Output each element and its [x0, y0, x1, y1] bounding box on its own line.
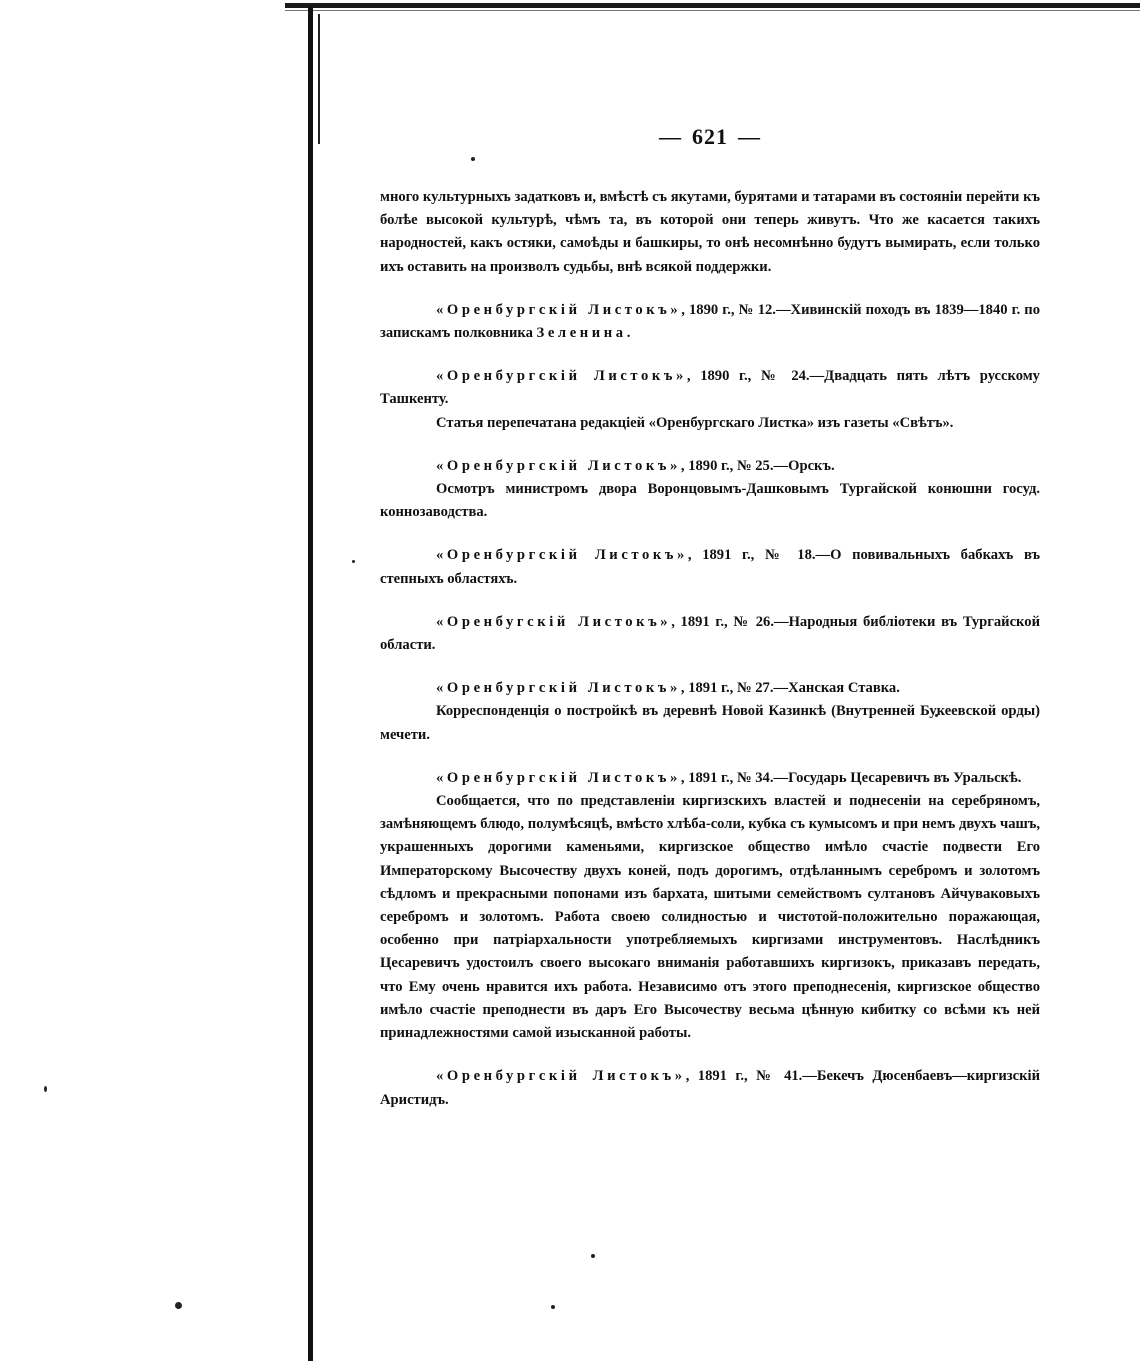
entry-heading	[380, 365, 1040, 411]
page-number-dash-left: —	[659, 124, 682, 149]
bibliography-entry	[380, 299, 1040, 345]
entry-citation: , 1890 г., № 25.—Орскъ.	[680, 457, 835, 474]
entry-note: Корреспонденція о постройкѣ въ деревнѣ Новой Казинкѣ (Внутренней Букеевской орды) мечети.	[380, 703, 1040, 743]
scan-speck	[175, 1302, 182, 1309]
bibliography-entry	[380, 677, 1040, 747]
entry-heading	[380, 455, 1040, 478]
entry-citation: , 1891 г., № 34.—Государь Цесаревичъ въ Уральскѣ.	[680, 769, 1022, 786]
entry-source: «Оренбугскій Листокъ»	[436, 613, 672, 630]
top-border-thin-rule	[285, 10, 1140, 11]
entry-citation: , 1891 г., № 41.—Бекечъ Дюсенбаевъ—киргизскій Аристидъ.	[380, 1068, 1040, 1108]
bibliography-entry	[380, 767, 1040, 1045]
intro-paragraph: много культурныхъ задатковъ и, вмѣстѣ съ якутами, бурятами и татарами въ состояніи перейти къ болѣе высокой культурѣ, чѣмъ та, въ которой они теперь живутъ. Что же касается такихъ народностей, какъ остяки, самоѣды и башкиры, то онѣ несомнѣнно будутъ вымирать, если только ихъ оставить на произволъ судьбы, внѣ всякой поддержки.	[380, 189, 1040, 275]
entry-heading	[380, 611, 1040, 657]
entry-heading	[380, 544, 1040, 590]
entry-source: «Оренбургскій Листокъ»	[436, 301, 682, 318]
page-number	[600, 124, 820, 150]
entry-citation: , 1890 г., № 12.—Хивинскій походъ въ 1839—1840 г. по запискамъ полковника	[380, 301, 1040, 342]
entry-heading	[380, 767, 1040, 790]
top-border-rule	[285, 3, 1140, 8]
page-number-value: 621	[692, 124, 728, 149]
entry-source: «Оренбургскій Листокъ»	[436, 769, 681, 786]
entry-source: «Оренбургскій Листокъ»	[436, 547, 688, 564]
entry-citation: , 1891 г., № 26.—Народныя библіотеки въ Тургайской области.	[380, 613, 1040, 654]
page-number-dash-right: —	[738, 124, 761, 149]
entry-heading	[380, 1065, 1040, 1111]
entry-note: Сообщается, что по представленіи киргизскихъ властей и поднесеніи на серебряномъ, замѣняющемъ блюдо, полумѣсяцѣ, вмѣсто хлѣба-соли, кубка съ кумысомъ и при немъ двухъ чашъ, украшенныхъ дорогими каменьями, киргизское общество имѣло счастіе подвести Его Императорскому Высочеству двухъ коней, подъ дорогимъ, отдѣланнымъ серебромъ и золотомъ сѣдломъ и прекрасными попонами изъ бархата, шитыми семействомъ султановъ Айчуваковыхъ серебромъ и золотомъ. Работа своею солидностью и чистотой-положительно поражающая, особенно при патріархальности употребляемыхъ киргизами инструментовъ. Наслѣдникъ Цесаревичъ удостоилъ своего высокаго вниманія работавшихъ киргизокъ, приказавъ передать, что Ему очень нравится ихъ работа. Независимо отъ этого преподнесенія, киргизское общество имѣло счастіе преподнести въ даръ Его Высочеству весьма цѣнную кибитку со всѣми къ ней принадлежностями самой изысканной работы.	[380, 793, 1040, 1042]
entry-citation: , 1890 г., № 24.—Двадцать пять лѣтъ русскому Ташкенту.	[380, 368, 1040, 408]
bibliography-entry	[380, 455, 1040, 525]
entry-source: «Оренбургскій Листокъ»	[436, 368, 687, 385]
entry-tail: .	[626, 325, 631, 342]
entry-heading	[380, 677, 1040, 700]
entry-source: «Оренбургскій Листокъ»	[436, 1068, 686, 1085]
bibliography-entry	[380, 611, 1040, 657]
entry-citation: , 1891 г., № 18.—О повивальныхъ бабкахъ въ степныхъ областяхъ.	[380, 547, 1040, 587]
entry-citation: , 1891 г., № 27.—Ханская Ставка.	[680, 680, 900, 697]
scan-speck	[352, 560, 355, 563]
entry-heading	[380, 299, 1040, 345]
bibliography-entry	[380, 1065, 1040, 1111]
scan-speck	[471, 157, 475, 161]
binding-edge-line	[308, 6, 313, 1361]
entry-author: Зеленина	[536, 325, 627, 342]
scan-speck	[44, 1086, 47, 1092]
scan-speck	[551, 1305, 555, 1309]
bibliography-entry	[380, 365, 1040, 435]
entry-note: Осмотръ министромъ двора Воронцовымъ-Дашковымъ Тургайской конюшни госуд. коннозаводства.	[380, 481, 1040, 521]
bibliography-entry	[380, 544, 1040, 590]
entry-source: «Оренбургскій Листокъ»	[436, 457, 681, 474]
entry-note: Статья перепечатана редакціей «Оренбургскаго Листка» изъ газеты «Свѣтъ».	[436, 414, 954, 431]
entry-source: «Оренбургскій Листокъ»	[436, 680, 681, 697]
page-body	[380, 186, 1040, 1112]
scan-speck	[591, 1254, 595, 1258]
binding-edge-inner-line	[318, 14, 320, 144]
